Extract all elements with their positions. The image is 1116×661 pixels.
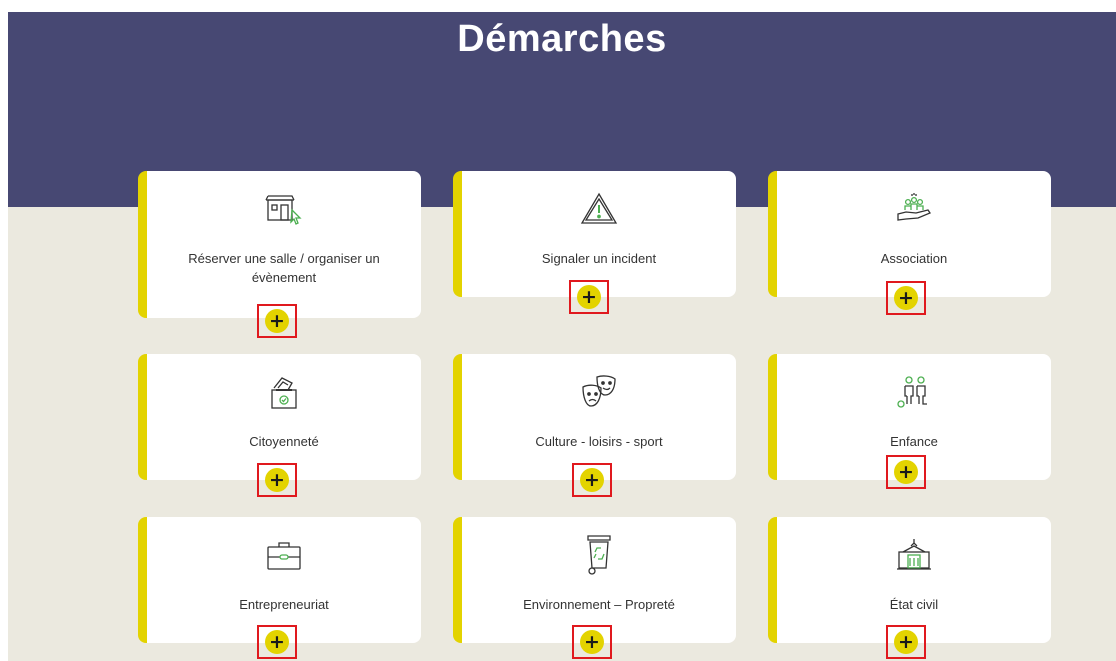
briefcase-icon xyxy=(147,537,421,573)
expand-button-reserver-salle[interactable] xyxy=(257,304,297,338)
page xyxy=(8,12,1116,661)
ballot-box-icon xyxy=(147,374,421,410)
plus-icon[interactable]: + xyxy=(265,630,289,654)
card-label: Association xyxy=(880,251,948,266)
expand-button-citoyennete[interactable] xyxy=(257,463,297,497)
card-citoyennete[interactable] xyxy=(138,354,421,480)
expand-button-entrepreneuriat[interactable] xyxy=(257,625,297,659)
card-signaler-incident[interactable] xyxy=(453,171,736,297)
card-label: Citoyenneté xyxy=(249,434,319,449)
card-label: Réserver une salle / organiser un évènement xyxy=(188,251,380,285)
expand-button-enfance[interactable] xyxy=(886,455,926,489)
card-culture-loisirs-sport[interactable] xyxy=(453,354,736,480)
plus-icon[interactable]: + xyxy=(580,630,604,654)
recycling-bin-icon xyxy=(462,537,736,573)
card-label: Entrepreneuriat xyxy=(239,597,329,612)
expand-button-culture-loisirs-sport[interactable] xyxy=(572,463,612,497)
expand-button-environnement-proprete[interactable] xyxy=(572,625,612,659)
plus-icon[interactable]: + xyxy=(580,468,604,492)
hand-people-icon xyxy=(777,191,1051,227)
card-association[interactable] xyxy=(768,171,1051,297)
card-label: Culture - loisirs - sport xyxy=(535,434,663,449)
building-cursor-icon xyxy=(147,191,421,227)
card-label: État civil xyxy=(889,597,939,612)
plus-icon[interactable]: + xyxy=(577,285,601,309)
children-playing-icon xyxy=(777,374,1051,410)
plus-icon[interactable]: + xyxy=(894,630,918,654)
card-label: Environnement – Propreté xyxy=(523,597,675,612)
card-reserver-salle[interactable] xyxy=(138,171,421,318)
warning-triangle-icon xyxy=(462,191,736,227)
plus-icon[interactable]: + xyxy=(894,460,918,484)
plus-icon[interactable]: + xyxy=(265,468,289,492)
expand-button-association[interactable] xyxy=(886,281,926,315)
town-hall-icon xyxy=(777,537,1051,573)
plus-icon[interactable]: + xyxy=(894,286,918,310)
plus-icon[interactable]: + xyxy=(265,309,289,333)
card-label: Enfance xyxy=(890,434,938,449)
theater-masks-icon xyxy=(462,374,736,410)
page-title: Démarches xyxy=(457,18,667,60)
card-label: Signaler un incident xyxy=(541,251,657,266)
expand-button-signaler-incident[interactable] xyxy=(569,280,609,314)
expand-button-etat-civil[interactable] xyxy=(886,625,926,659)
